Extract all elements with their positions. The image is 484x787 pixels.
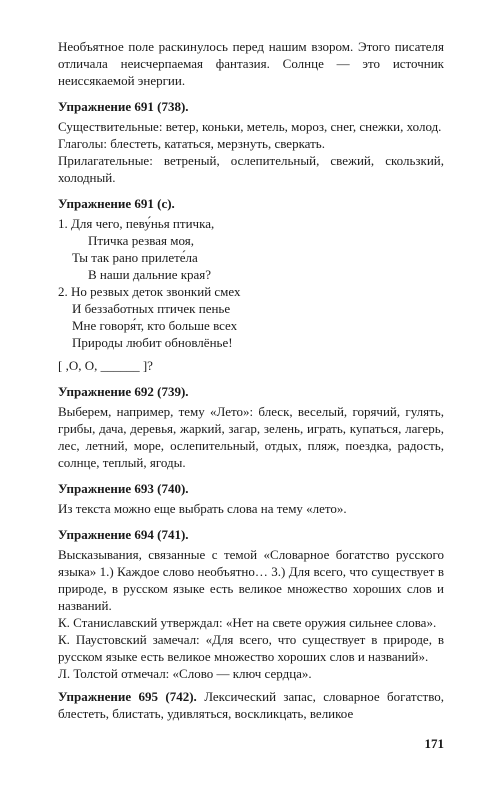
exercise-695-paragraph <box>58 688 444 722</box>
poem-line: Природы любит обновлёнье! <box>72 335 233 350</box>
exercise-694-paragraph-2: К. Станиславский утверждал: «Нет на свете оружия сильнее слова». <box>58 615 437 630</box>
exercise-692-739-title: Упражнение 692 (739). <box>58 384 189 399</box>
poem-line: Мне говоря́т, кто больше всех <box>72 318 238 333</box>
exercise-695-742-title: Упражнение 695 (742). <box>58 689 197 704</box>
poem-line: В наши дальние края? <box>88 267 212 282</box>
exercise-691-c-title: Упражнение 691 (с). <box>58 196 175 211</box>
poem-line: Птичка резвая моя, <box>88 233 194 248</box>
exercise-694-paragraph-1: Высказывания, связанные с темой «Словарное богатство русского языка» 1.) Каждое слово необъятно… 3.) Для всего, что существует в природе, в русском языке есть великое множество хороших слов и названий. <box>58 547 444 613</box>
poem-line: 2. Но резвых деток звонкий смех <box>58 284 241 299</box>
exercise-694-paragraph-3: К. Паустовский замечал: «Для всего, что существует в природе, в русском языке есть великое множество хороших слов и названий». <box>58 632 444 664</box>
poem-line: И беззаботных птичек пенье <box>72 301 231 316</box>
poem-line: Ты так рано прилете́ла <box>72 250 198 265</box>
nouns-line: Существительные: ветер, коньки, метель, мороз, снег, снежки, холод. <box>58 119 442 134</box>
intro-paragraph: Необъятное поле раскинулось перед нашим взором. Этого писателя отличала неисчерпаемая фантазия. Солнце — это источник неиссякаемой энергии. <box>58 39 444 88</box>
punctuation-pattern: [ ,O, O, ______ ]? <box>58 358 153 373</box>
exercise-693-740-title: Упражнение 693 (740). <box>58 481 189 496</box>
verbs-line: Глаголы: блестеть, кататься, мерзнуть, сверкать. <box>58 136 325 151</box>
page-number: 171 <box>424 736 444 751</box>
exercise-695-text: Лексический запас, словарное богатство, блестеть, блистать, удивляться, воскликцать, великое <box>58 689 445 721</box>
exercise-692-text: Выберем, например, тему «Лето»: блеск, веселый, горячий, гулять, грибы, дача, деревья, жаркий, загар, зелень, играть, купаться, лагерь, лес, летний, море, ослепительный, отдых, пляж, поездка, радость, солнце, теплый, ягоды. <box>58 404 444 470</box>
adjectives-line: Прилагательные: ветреный, ослепительный, свежий, скользкий, холодный. <box>58 153 444 185</box>
exercise-694-paragraph-4: Л. Толстой отмечал: «Слово — ключ сердца». <box>58 666 312 681</box>
poem-line: 1. Для чего, певу́нья птичка, <box>58 216 215 231</box>
exercise-693-text: Из текста можно еще выбрать слова на тему «лето». <box>58 501 347 516</box>
exercise-691-738-title: Упражнение 691 (738). <box>58 99 189 114</box>
poem <box>58 215 444 351</box>
exercise-694-741-title: Упражнение 694 (741). <box>58 527 189 542</box>
